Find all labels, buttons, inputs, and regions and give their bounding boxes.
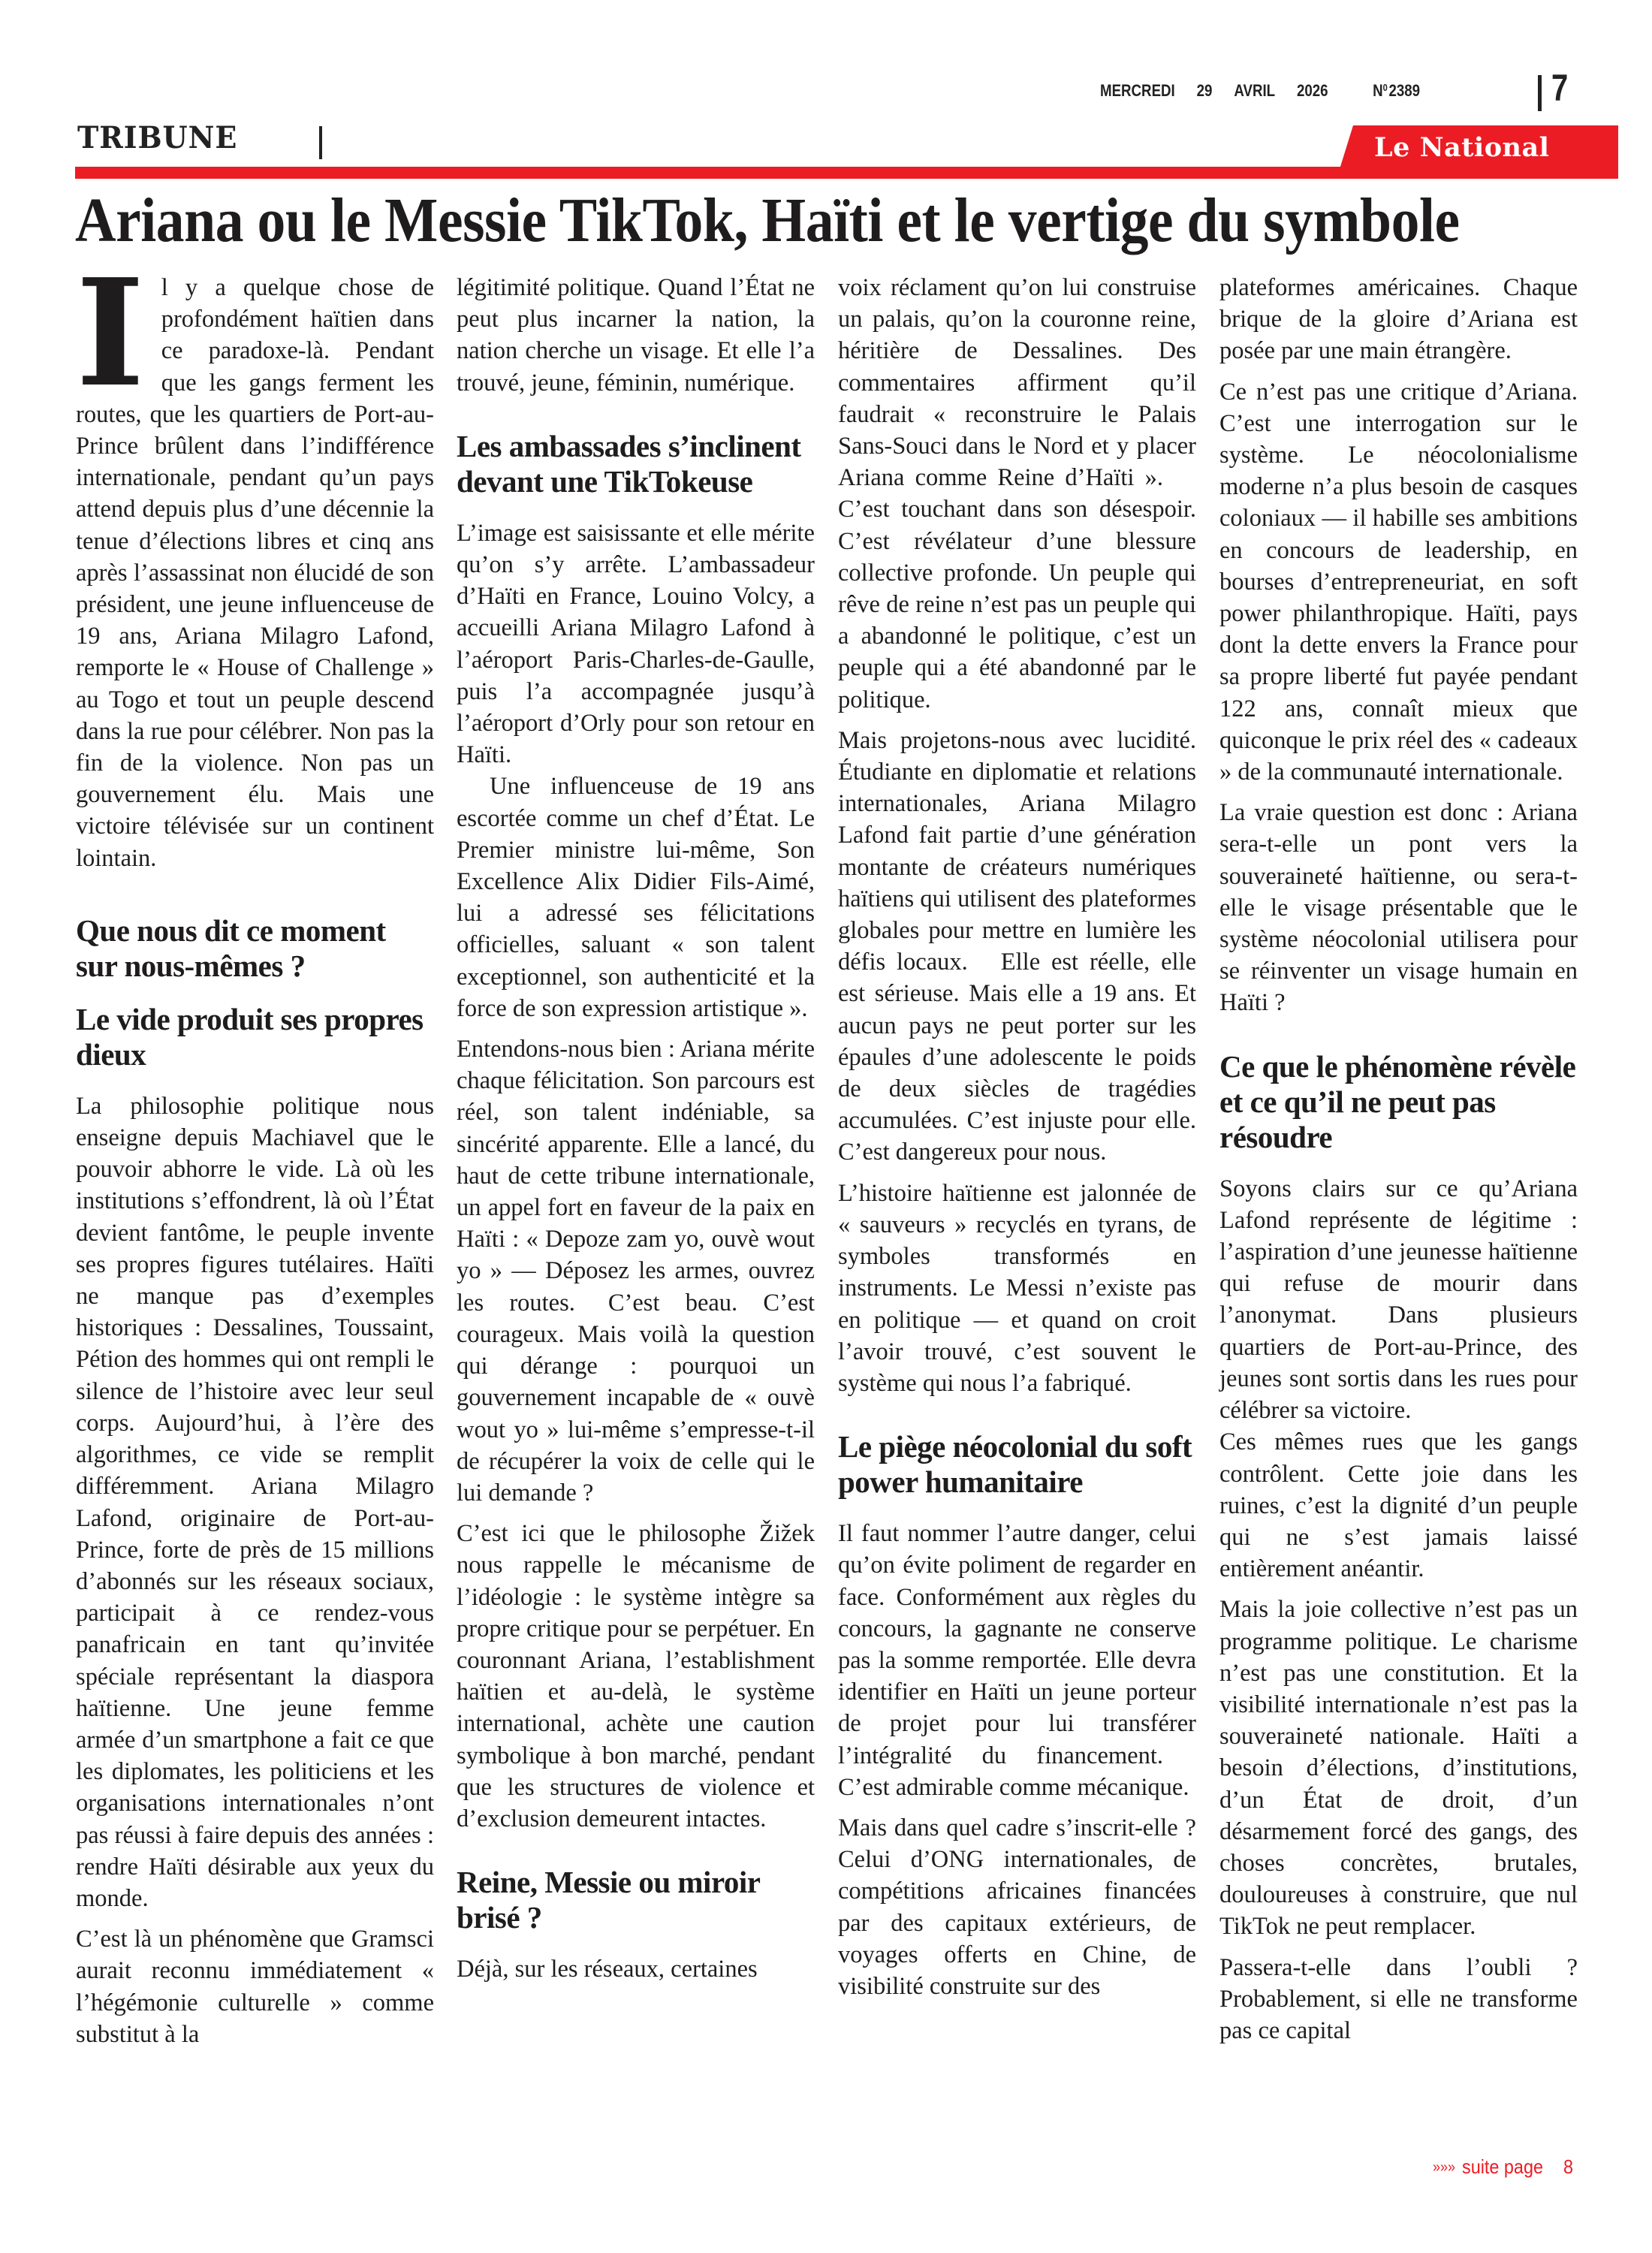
paragraph: C’est ici que le philosophe Žižek nous rappelle le mécanisme de l’idéologie : le système intègre sa propre critique pour se perpétuer. En couronnant Ariana, l’establishment haïtien et au-delà, le système international, achète une caution symbolique à bon marché, pendant que les structures de violence et d’exclusion demeurent intactes. <box>457 1520 815 1832</box>
paragraph: L’histoire haïtienne est jalonnée de « sauveurs » recyclés en tyrans, de symboles transformés en instruments. Le Messi n’existe pas en politique — et quand on croit l’avoir trouvé, c’est souvent le système qui nous l’a fabriqué. <box>838 1179 1196 1397</box>
paragraph: Ces mêmes rues que les gangs contrôlent. Cette joie dans les ruines, c’est la dignité d’un peuple qui ne s’est jamais laissé entièrement anéantir. <box>1219 1428 1578 1583</box>
paragraph: Mais la joie collective n’est pas un programme politique. Le charisme n’est pas une constitution. Et la visibilité internationale n’est pas la souveraineté nationale. Haïti a besoin d’élections, d’institutions, d’un État de droit, d’un désarmement forcé des gangs, des choses concrètes, brutales, douloureuses à construire, que nul TikTok ne peut remplacer. <box>1219 1596 1578 1941</box>
brand-name: Le National <box>1374 132 1550 163</box>
date-number: 29 <box>1196 81 1213 100</box>
subheading: Le vide produit ses propres dieux <box>76 1001 424 1072</box>
subheading: Que nous dit ce moment sur nous-mêmes ? <box>76 912 386 983</box>
subheading: Ce que le phénomène révèle et ce qu’il ne peut pas résoudre <box>1219 1048 1576 1154</box>
dateline <box>1100 81 1420 101</box>
chevrons-right-icon: »»» <box>1432 2159 1455 2176</box>
article-column-4 <box>1219 272 1578 2055</box>
lead-paragraph: Il y a quelque chose de profondément haïtien dans ce paradoxe-là. Pendant que les gangs ferment les routes, que les quartiers de Port-au-Prince brûlent dans l’indifférence internationale, pendant qu’un pays attend depuis plus d’une décennie la tenue d’élections libres et cinq ans après l’assassinat non élucidé de son président, une jeune influenceuse de 19 ans, Ariana Milagro Lafond, remporte le « House of Challenge » au Togo et tout un peuple descend dans la rue pour célébrer. Non pas la fin de la violence. Non pas un gouvernement élu. Mais une victoire télévisée sur un continent lointain. <box>76 247 434 872</box>
paragraph: Une influenceuse de 19 ans escortée comme un chef d’État. Le Premier ministre lui-même, Son Excellence Alix Didier Fils-Aimé, lui a adressé ses félicitations officielles, saluant « son talent exceptionnel, son authenticité et la force de son expression artistique ». <box>457 773 815 1022</box>
section-label: TRIBUNE <box>77 120 238 155</box>
continuation-page: 8 <box>1563 2155 1573 2178</box>
paragraph: Mais dans quel cadre s’inscrit-elle ? Celui d’ONG internationales, de compétitions africaines financées par des capitaux extérieurs, de voyages offerts en Chine, de visibilité construite sur des <box>838 1814 1196 2000</box>
paragraph: voix réclament qu’on lui construise un palais, qu’on la couronne reine, héritière de Dessalines. Des commentaires affirment qu’il faudrait « reconstruire le Palais Sans-Souci dans le Nord et y placer Ariana comme Reine d’Haïti ».C’est touchant dans son désespoir. C’est révélateur d’une blessure collective profonde. Un peuple qui rêve de reine n’est pas un peuple qui a abandonné le politique, c’est un peuple qui a été abandonné par le politique. <box>838 274 1196 713</box>
subheading: Le piège néocolonial du soft power humanitaire <box>838 1429 1192 1500</box>
continuation-label: suite page <box>1461 2155 1543 2178</box>
paragraph: L’image est saisissante et elle mérite qu’on s’y arrête. L’ambassadeur d’Haïti en France, Louino Volcy, a accueilli Ariana Milagro Lafond à l’aéroport Paris-Charles-de-Gaulle, puis l’a accompagnée jusqu’à l’aéroport d’Orly pour son retour en Haïti. <box>457 519 815 769</box>
subheading: Les ambassades s’inclinent devant une TikTokeuse <box>457 428 801 499</box>
paragraph: Passera-t-elle dans l’oubli ? Probablement, si elle ne transforme pas ce capital <box>1219 1953 1578 2044</box>
paragraph: Mais projetons-nous avec lucidité. Étudiante en diplomatie et relations internationales, Ariana Milagro Lafond fait partie d’une génération montante de créateurs numériques haïtiens qui utilisent des plateformes globales pour mettre en lumière les défis locaux. Elle est réelle, elle est sérieuse. Mais elle a 19 ans. Et aucun pays ne peut porter sur les épaules d’une adolescente le poids de deux siècles de tragédies accumulées. C’est injuste pour elle. C’est dangereux pour nous. <box>838 726 1196 1166</box>
section-divider <box>319 126 322 159</box>
paragraph: Il faut nommer l’autre danger, celui qu’on évite poliment de regarder en face. Conformément aux règles du concours, la gagnante ne conserve pas la somme remportée. Elle devra identifier en Haïti un jeune porteur de projet pour lui transférer l’intégralité du financement.C’est admirable comme mécanique. <box>838 1520 1196 1801</box>
paragraph: C’est là un phénomène que Gramsci aurait reconnu immédiatement « l’hégémonie culturelle » comme substitut à la <box>76 1926 434 2048</box>
article-column-1 <box>76 247 434 2059</box>
paragraph: La philosophie politique nous enseigne depuis Machiavel que le pouvoir abhorre le vide. Là où les institutions s’effondrent, là où l’État devient fantôme, le peuple invente ses propres figures tutélaires. Haïti ne manque pas d’exemples historiques : Dessalines, Toussaint, Pétion des hommes qui ont rempli le silence de l’histoire avec leur seul corps. Aujourd’hui, à l’ère des algorithmes, ce vide se remplit différemment. Ariana Milagro Lafond, originaire de Port-au-Prince, forte de près de 15 millions d’abonnés sur les réseaux sociaux, participait à ce rendez-vous panafricain en tant qu’invitée spéciale représentant la diaspora haïtienne. Une jeune femme armée d’un smartphone a fait ce que les diplomates, les politiciens et les organisations internationales n’ont pas réussi à faire depuis des années : rendre Haïti désirable aux yeux du monde. <box>76 1092 434 1912</box>
date-day: MERCREDI <box>1100 81 1175 100</box>
date-year: 2026 <box>1296 81 1328 100</box>
drop-cap: I <box>76 247 145 420</box>
subheading: Reine, Messie ou miroir brisé ? <box>457 1865 760 1935</box>
paragraph: légitimité politique. Quand l’État ne peut plus incarner la nation, la nation cherche un visage. Et elle l’a trouvé, jeune, féminin, numérique. <box>457 274 815 397</box>
article-column-2 <box>457 272 815 1994</box>
paragraph: Soyons clairs sur ce qu’Ariana Lafond représente de légitime : l’aspiration d’une jeunesse haïtienne qui refuse de mourir dans l’anonymat. Dans plusieurs quartiers de Port-au-Prince, des jeunes sont sortis dans les rues pour célébrer sa victoire. <box>1219 1175 1578 1425</box>
article-title: Ariana ou le Messie TikTok, Haïti et le vertige du symbole <box>75 185 1460 255</box>
page-number: 7 <box>1551 67 1569 109</box>
paragraph: La vraie question est donc : Ariana sera-t-elle un pont vers la souveraineté haïtienne, ou sera-t-elle le visage présentable que le système néocolonial utilisera pour se réinventer un visage humain en Haïti ? <box>1219 799 1578 1017</box>
paragraph: plateformes américaines. Chaque brique de la gloire d’Ariana est posée par une main étrangère. <box>1219 274 1578 365</box>
continuation-link[interactable] <box>1370 2155 1573 2179</box>
article-column-3 <box>838 272 1196 2011</box>
page-number-divider <box>1538 75 1542 111</box>
date-month: AVRIL <box>1234 81 1276 100</box>
issue-number: $N^02389$ <box>1373 81 1421 100</box>
paragraph: Entendons-nous bien : Ariana mérite chaque félicitation. Son parcours est réel, son talent indéniable, sa sincérité apparente. Elle a lancé, du haut de cette tribune internationale, un appel fort en faveur de la paix en Haïti : « Depoze zam yo, ouvè wout yo » — Déposez les armes, ouvrez les routes. C’est beau. C’est courageux. Mais voilà la question qui dérange : pourquoi un gouvernement incapable de « ouvè wout yo » lui-même s’empresse-t-il de récupérer la voix de celle qui le lui demande ? <box>457 1036 815 1507</box>
paragraph: Ce n’est pas une critique d’Ariana. C’est une interrogation sur le système. Le néocolonialisme moderne n’a plus besoin de casques coloniaux — il habille ses ambitions en concours de leadership, en bourses d’entrepreneuriat, en soft power philanthropique. Haïti, pays dont la dette envers la France pour sa propre liberté fut payée pendant 122 ans, connaît mieux que quiconque le prix réel des « cadeaux » de la communauté internationale. <box>1219 378 1578 786</box>
paragraph: Déjà, sur les réseaux, certaines <box>457 1956 758 1983</box>
